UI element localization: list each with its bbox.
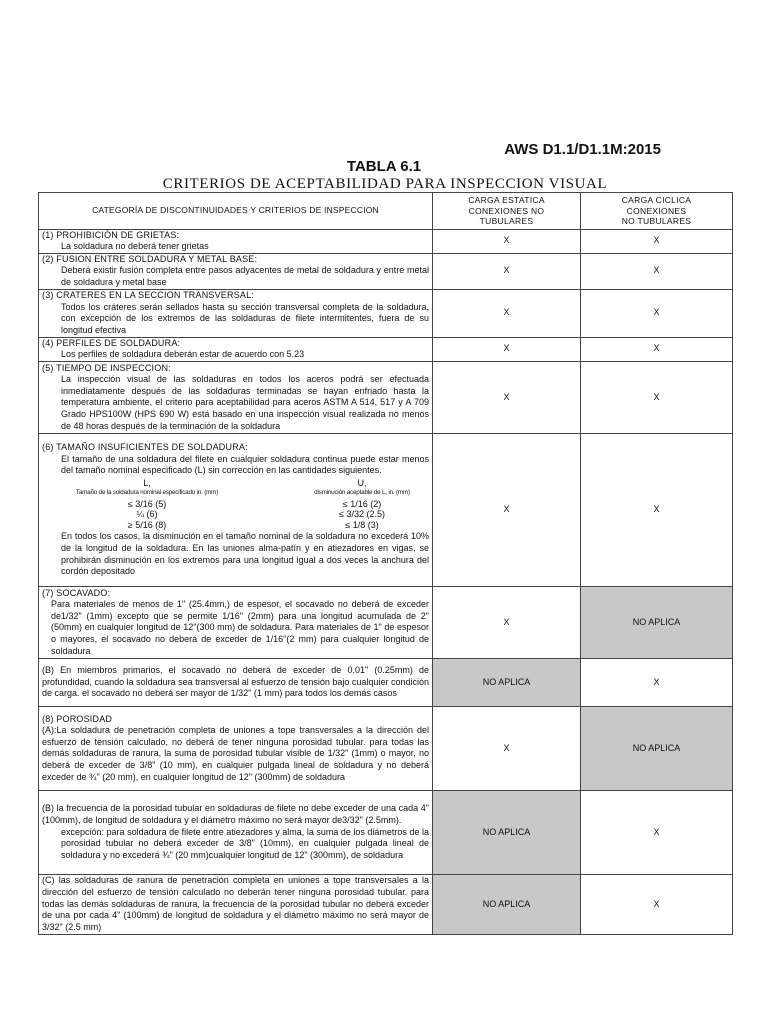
static-load-column-header: CARGA ESTATICA CONEXIONES NO TUBULARES	[433, 193, 581, 230]
row-title: (3) CRATERES EN LA SECCION TRANSVERSAL:	[42, 290, 255, 300]
row-text: (C) las soldaduras de ranura de penetración completa en uniones a tope transversales a la dirección del esfuerzo de tensión calculado no deberán tener ninguna porosidad tubular. para todas las demás soldaduras de ranura, la frecuencia de la porosidad tubular no deberá exceder de una por cada 4" (100mm) de longitud de soldadura y el diámetro máximo no será mayor de 3/32" (2.5 mm)	[42, 875, 429, 932]
static-cell-not-applicable: NO APLICA	[433, 658, 581, 706]
row-text: La soldadura no deberá tener grietas	[61, 241, 209, 252]
static-cell: X	[433, 337, 581, 361]
cyclic-cell: X	[581, 289, 733, 337]
row-title: (6) TAMAÑO INSUFICIENTES DE SOLDADURA:	[42, 442, 248, 453]
table-row	[39, 790, 733, 874]
static-cell: X	[433, 289, 581, 337]
static-cell: X	[433, 706, 581, 790]
row-text: (A):La soldadura de penetración completa de uniones a tope transversales a la dirección del esfuerzo de tensión calculado, no deberá de tener ninguna porosidad tubular. para todas las demás soldaduras de ranura, la suma de porosidad tubular visible de 1/32" (1mm) o mayor, no deberá de exceder de 3/8" (10 mm), en cualquier pulgada lineal de soldadura y no deberá exceder de ¾" (20 mm), en cualquier longitud de 12" (300mm) de soldadura	[42, 725, 429, 782]
cyclic-cell: X	[581, 361, 733, 433]
row-title: (7) SOCAVADO:	[42, 587, 111, 598]
static-cell: X	[433, 361, 581, 433]
cyclic-cell: X	[581, 874, 733, 934]
cyclic-cell: X	[581, 433, 733, 586]
cyclic-cell-not-applicable: NO APLICA	[581, 586, 733, 658]
cyclic-cell-not-applicable: NO APLICA	[581, 706, 733, 790]
table-row	[39, 289, 733, 337]
row-text: Todos los cráteres serán sellados hasta su sección transversal completa de la soldadura, con excepción de los extremos de las soldaduras de filete intermitentes, fuera de su longitud efectiva	[61, 301, 429, 335]
table-row	[39, 706, 733, 790]
table-title: CRITERIOS DE ACEPTABILIDAD PARA INSPECCION VISUAL	[162, 176, 608, 192]
table-number: TABLA 6.1	[346, 158, 422, 175]
row-text: La inspección visual de las soldaduras en todos los aceros podrá ser efectuada inmediatamente después de las soldaduras terminadas se hayan enfriado hasta la temperatura ambiente, el criterio para aceptabilidad para aceros ASTM A 514, 517 y A 709 Grado HPS100W (HPS 690 W) está basado en una inspección visual realizada no menos de 48 horas después de la terminación de la soldadura	[61, 374, 429, 431]
static-cell: X	[433, 253, 581, 289]
row-text: excepción: para soldadura de filete entre atiezadores y alma, la suma de los diámetros de la porosidad tubular no deberá exceder de 3/8" (10mm), en cualquier pulgada lineal de soldadura y no excederá ¾" (20 mm)cualquier longitud de 12" (300mm), de soldadura	[61, 826, 429, 860]
row-title: (5) TIEMPO DE INSPECCION:	[42, 362, 171, 373]
static-cell: X	[433, 586, 581, 658]
cyclic-cell: X	[581, 253, 733, 289]
size-table: L, U, Tamaño de la soldadura nominal especificado in. (mm) disminución aceptable de L, in. (mm) ≤ 3/16 (5) ≤ 1/16 (2) ¼ (6) ≤ 3/32 (2.5) ≥ 5/16 (8) ≤ 1/8 (3)	[75, 477, 410, 530]
acceptance-criteria-table	[38, 192, 733, 935]
table-row	[39, 337, 733, 361]
category-column-header: CATEGORÍA DE DISCONTINUIDADES Y CRITERIOS DE INSPECCION	[39, 193, 433, 230]
static-cell: X	[433, 229, 581, 253]
static-cell-not-applicable: NO APLICA	[433, 874, 581, 934]
table-row	[39, 433, 733, 586]
table-header-row	[39, 193, 733, 230]
row-text: En todos los casos, la disminución en el tamaño nominal de la soldadura no excederá 10% de la longitud de la soldadura. En las uniones alma-patín y en atiezadores en vigas, se prohibirán disminución en los extremos para una longitud igual a dos veces la anchura del cordón depositado	[61, 531, 429, 577]
row-text: Los perfiles de soldadura deberán estar de acuerdo con 5.23	[61, 349, 305, 360]
table-row	[39, 229, 733, 253]
table-row	[39, 253, 733, 289]
cyclic-cell: X	[581, 229, 733, 253]
table-row	[39, 586, 733, 658]
row-title: (1) PROHIBICIÓN DE GRIETAS:	[42, 229, 180, 240]
table-row	[39, 658, 733, 706]
static-cell: X	[433, 433, 581, 586]
row-title: (8) POROSIDAD	[42, 713, 113, 724]
row-title: (4) PERFILES DE SOLDADURA:	[42, 337, 181, 348]
table-row	[39, 361, 733, 433]
row-text: (B) En miembros primarios, el socavado no deberá de exceder de 0.01" (0.25mm) de profundidad, cuando la soldadura sea transversal al esfuerzo de tensión bajo cualquier condición de carga. el socavado no deberá ser mayor de 1/32" (1 mm) para todos los demás casos	[42, 664, 429, 699]
row-text: El tamaño de una soldadura del filete en cualquier soldadura continua puede estar menos del tamaño nominal especificado (L) sin corrección en las cantidades siguientes.	[61, 453, 429, 476]
standard-reference: AWS D1.1/D1.1M:2015	[504, 141, 661, 158]
cyclic-cell: X	[581, 337, 733, 361]
cyclic-cell: X	[581, 658, 733, 706]
row-text: Deberá existir fusión completa entre pasos adyacentes de metal de soldadura y entre metal de soldadura y metal base	[61, 265, 429, 287]
static-cell-not-applicable: NO APLICA	[433, 790, 581, 874]
table-row	[39, 874, 733, 934]
row-text: Para materiales de menos de 1" (25.4mm,) de espesor, el socavado no deberá de exceder de1/32" (1mm) excepto que se permite 1/16" (2mm) para una longitud acumulada de 2"(50mm) en cualquier longitud de 12"(300 mm) de soldadura. Para materiales de 1" de espesor o mayores, el socavado no deberá de exceder de 1/16"(2 mm) para cualquier longitud de soldadura	[51, 599, 429, 656]
cyclic-cell: X	[581, 790, 733, 874]
row-title: (2) FUSION ENTRE SOLDADURA Y METAL BASE:	[42, 253, 258, 264]
cyclic-load-column-header: CARGA CICLICA CONEXIONES NO TUBULARES	[581, 193, 733, 230]
row-text: (B) la frecuencia de la porosidad tubular en soldaduras de filete no debe exceder de una cada 4" (100mm), de longitud de soldadura y el diámetro máximo no será mayor de3/32" (2.5mm).	[42, 803, 429, 825]
